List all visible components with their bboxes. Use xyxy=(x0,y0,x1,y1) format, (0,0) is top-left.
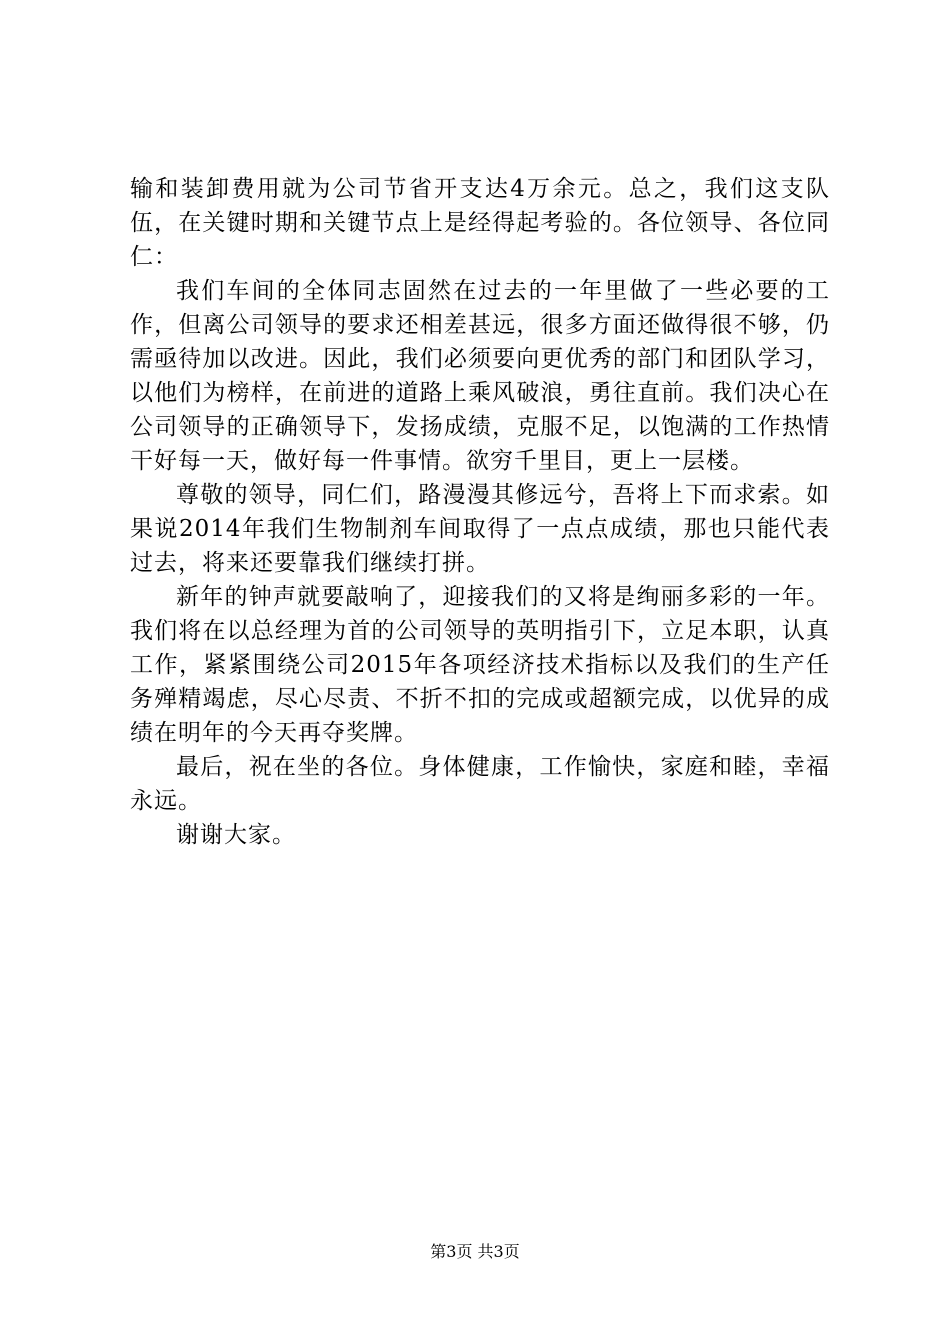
paragraph: 新年的钟声就要敲响了，迎接我们的又将是绚丽多彩的一年。我们将在以总经理为首的公司领导的英明指引下，立足本职，认真工作，紧紧围绕公司2015年各项经济技术指标以及我们的生产任务殚精竭虑，尽心尽责、不折不扣的完成或超额完成，以优异的成绩在明年的今天再夺奖牌。 xyxy=(130,584,830,746)
paragraph: 最后，祝在坐的各位。身体健康，工作愉快，家庭和睦，幸福永远。 xyxy=(130,754,830,814)
paragraph: 输和装卸费用就为公司节省开支达4万余元。总之，我们这支队伍，在关键时期和关键节点上是经得起考验的。各位领导、各位同仁： xyxy=(130,176,830,270)
paragraph: 我们车间的全体同志固然在过去的一年里做了一些必要的工作，但离公司领导的要求还相差甚远，很多方面还做得很不够，仍需亟待加以改进。因此，我们必须要向更优秀的部门和团队学习，以他们为榜样，在前进的道路上乘风破浪，勇往直前。我们决心在公司领导的正确领导下，发扬成绩，克服不足，以饱满的工作热情干好每一天，做好每一件事情。欲穷千里目，更上一层楼。 xyxy=(130,278,830,474)
document-body xyxy=(130,172,830,852)
paragraph: 尊敬的领导，同仁们，路漫漫其修远兮，吾将上下而求索。如果说2014年我们生物制剂车间取得了一点点成绩，那也只能代表过去，将来还要靠我们继续打拼。 xyxy=(130,482,830,576)
page-footer: 第3页 共3页 xyxy=(430,1242,520,1261)
paragraph: 谢谢大家。 xyxy=(176,822,296,848)
